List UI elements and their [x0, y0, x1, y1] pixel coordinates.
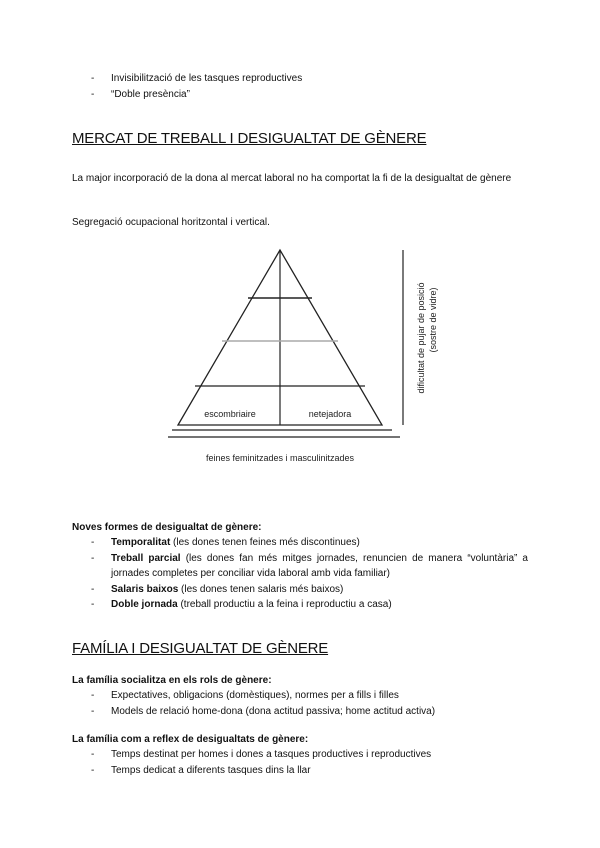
top-list [91, 71, 571, 102]
list-item: - Salaris baixos (les dones tenen salaris més baixos) [91, 582, 528, 598]
pyramid-diagram [160, 240, 450, 470]
sub-heading-socialitza: La família socialitza en els rols de gènere: [72, 675, 272, 686]
side-label-sostre: (sostre de vidre) [428, 287, 438, 353]
paragraph-incorporacio: La major incorporació de la dona al mercat laboral no ha comportat la fi de la desigualtat de gènere [72, 173, 512, 184]
list-item: - Treball parcial (les dones fan més mitges jornades, renuncien de manera “voluntària” a jornades completes per conciliar vida laboral amb vida familiar) [91, 551, 528, 582]
list-item: - Doble jornada (treball productiu a la feina i reproductiu a casa) [91, 597, 528, 613]
list-item: - Invisibilització de les tasques reproductives [91, 71, 571, 87]
label-escombriaire: escombriaire [204, 409, 256, 419]
noves-formes-heading: Noves formes de desigualtat de gènere: [72, 522, 262, 533]
reflex-list [91, 747, 551, 778]
paragraph-segregacio: Segregació ocupacional horitzontal i vertical. [72, 217, 270, 228]
section-title-familia: FAMÍLIA I DESIGUALTAT DE GÈNERE [72, 640, 329, 657]
list-item: - “Doble presència” [91, 87, 571, 103]
list-item: - Models de relació home-dona (dona actitud passiva; home actitud activa) [91, 704, 551, 720]
list-item: - Temps destinat per homes i dones a tasques productives i reproductives [91, 747, 551, 763]
side-label-dificultat: dificultat de pujar de posició [416, 282, 426, 394]
label-netejadora: netejadora [308, 409, 352, 419]
list-item: - Temporalitat (les dones tenen feines més discontinues) [91, 535, 528, 551]
sub-heading-reflex: La família com a reflex de desigualtats de gènere: [72, 734, 309, 745]
socialitza-list [91, 688, 551, 719]
list-item: - Expectatives, obligacions (domèstiques), normes per a fills i filles [91, 688, 551, 704]
noves-formes-list [91, 535, 528, 613]
diagram-caption: feines feminitzades i masculinitzades [205, 453, 355, 463]
list-item: - Temps dedicat a diferents tasques dins la llar [91, 763, 551, 779]
section-title-mercat: MERCAT DE TREBALL I DESIGUALTAT DE GÈNERE [72, 130, 427, 147]
